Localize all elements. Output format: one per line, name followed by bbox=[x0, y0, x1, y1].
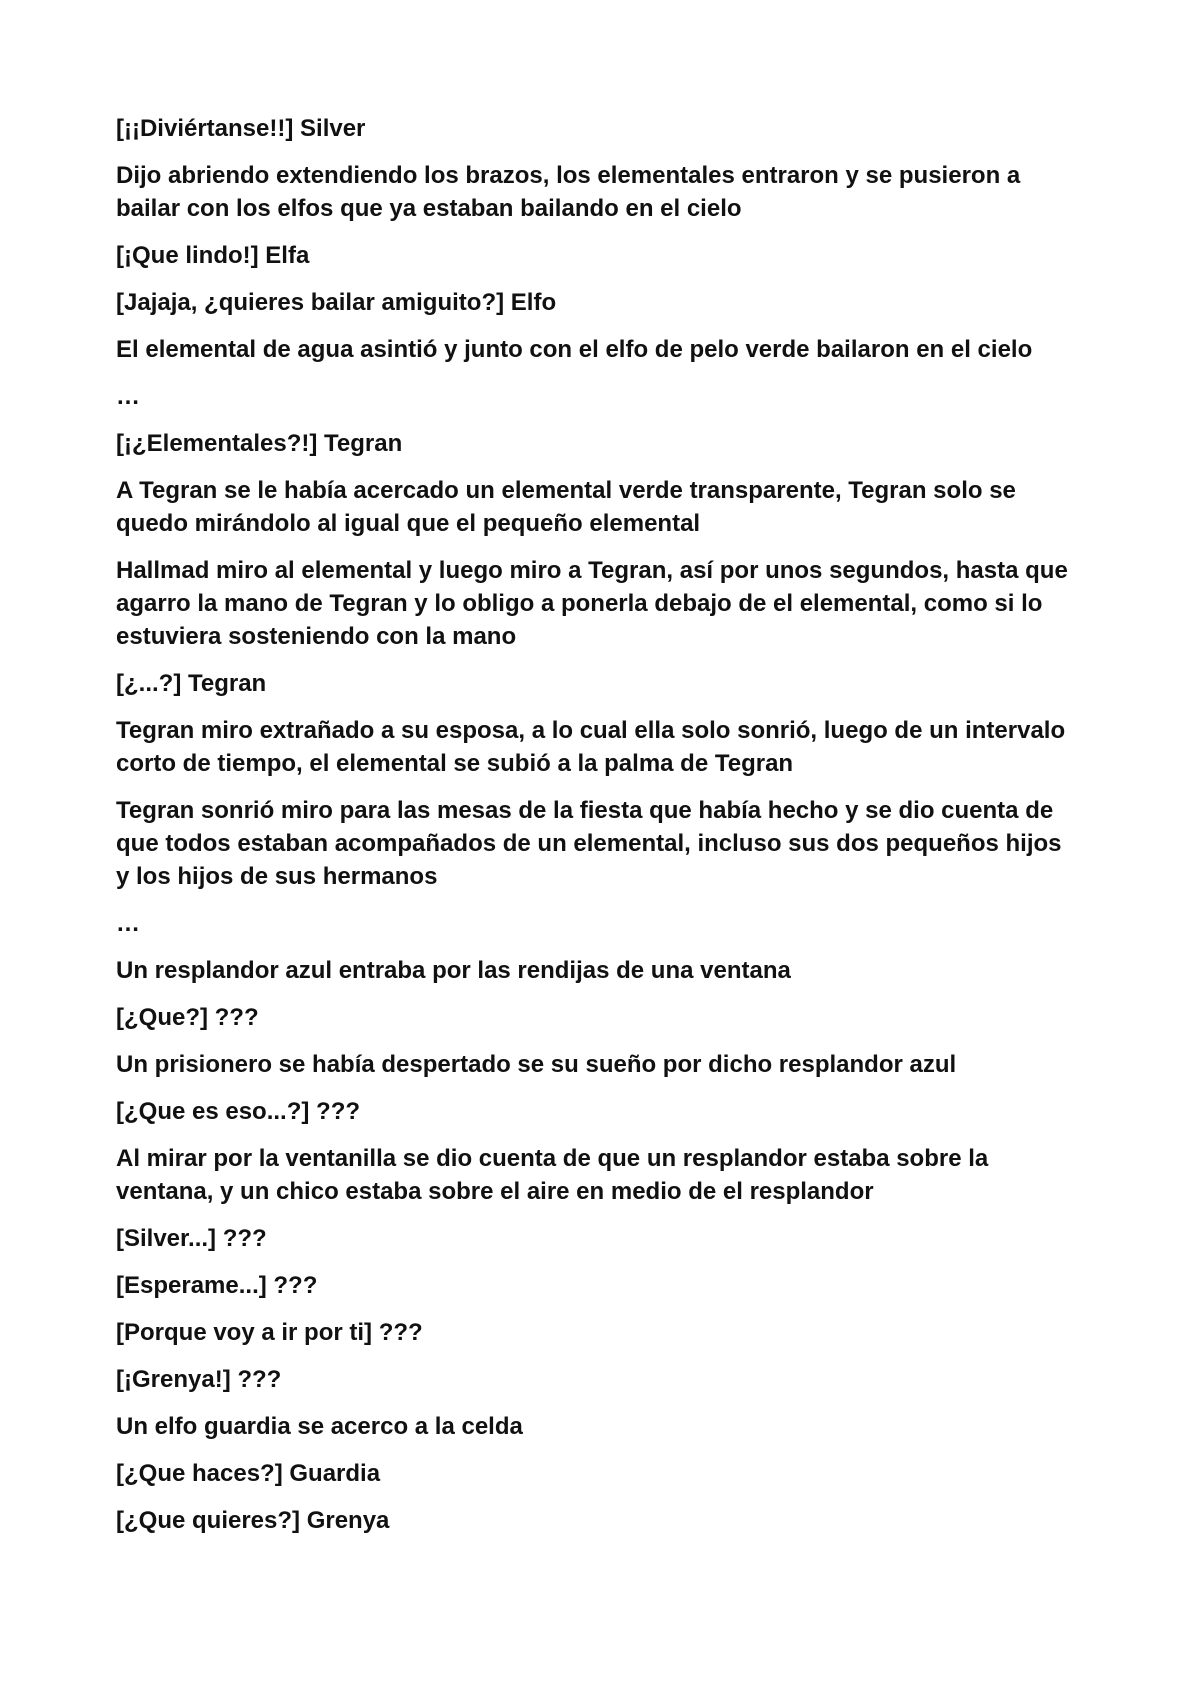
scene-break: … bbox=[116, 383, 140, 410]
narration-paragraph: Tegran sonrió miro para las mesas de la fiesta que había hecho y se dio cuenta de que todos estaban acompañados de un elemental, incluso sus dos pequeños hijos y los hijos de sus hermanos bbox=[116, 797, 1062, 890]
narration-paragraph: Hallmad miro al elemental y luego miro a Tegran, así por unos segundos, hasta que agarro la mano de Tegran y lo obligo a ponerla debajo de el elemental, como si lo estuviera sosteniendo con la mano bbox=[116, 557, 1068, 650]
dialogue-line: [¿Que quieres?] Grenya bbox=[116, 1507, 390, 1534]
dialogue-line: [Esperame...] ??? bbox=[116, 1272, 318, 1299]
dialogue-line: [¿Que es eso...?] ??? bbox=[116, 1098, 361, 1125]
narration-paragraph: Dijo abriendo extendiendo los brazos, los elementales entraron y se pusieron a bailar con los elfos que ya estaban bailando en el cielo bbox=[116, 162, 1021, 222]
dialogue-line: [¿Que?] ??? bbox=[116, 1004, 259, 1031]
narration-paragraph: Un prisionero se había despertado se su sueño por dicho resplandor azul bbox=[116, 1051, 957, 1078]
dialogue-line: [Jajaja, ¿quieres bailar amiguito?] Elfo bbox=[116, 289, 557, 316]
dialogue-line: [¡Grenya!] ??? bbox=[116, 1366, 282, 1393]
document-body bbox=[116, 112, 1076, 1551]
narration-paragraph: Tegran miro extrañado a su esposa, a lo cual ella solo sonrió, luego de un intervalo corto de tiempo, el elemental se subió a la palma de Tegran bbox=[116, 717, 1066, 777]
dialogue-line: [¿Que haces?] Guardia bbox=[116, 1460, 381, 1487]
dialogue-line: [¡¡Diviértanse!!] Silver bbox=[116, 115, 366, 142]
narration-paragraph: Al mirar por la ventanilla se dio cuenta de que un resplandor estaba sobre la ventana, y un chico estaba sobre el aire en medio de el resplandor bbox=[116, 1145, 989, 1205]
dialogue-line: [¡¿Elementales?!] Tegran bbox=[116, 430, 403, 457]
dialogue-line: [Silver...] ??? bbox=[116, 1225, 267, 1252]
narration-paragraph: El elemental de agua asintió y junto con el elfo de pelo verde bailaron en el cielo bbox=[116, 336, 1033, 363]
dialogue-line: [Porque voy a ir por ti] ??? bbox=[116, 1319, 423, 1346]
narration-paragraph: Un elfo guardia se acerco a la celda bbox=[116, 1413, 523, 1440]
narration-paragraph: Un resplandor azul entraba por las rendijas de una ventana bbox=[116, 957, 791, 984]
dialogue-line: [¡Que lindo!] Elfa bbox=[116, 242, 310, 269]
dialogue-line: [¿...?] Tegran bbox=[116, 670, 267, 697]
scene-break: … bbox=[116, 910, 140, 937]
narration-paragraph: A Tegran se le había acercado un elemental verde transparente, Tegran solo se quedo mirándolo al igual que el pequeño elemental bbox=[116, 477, 1016, 537]
